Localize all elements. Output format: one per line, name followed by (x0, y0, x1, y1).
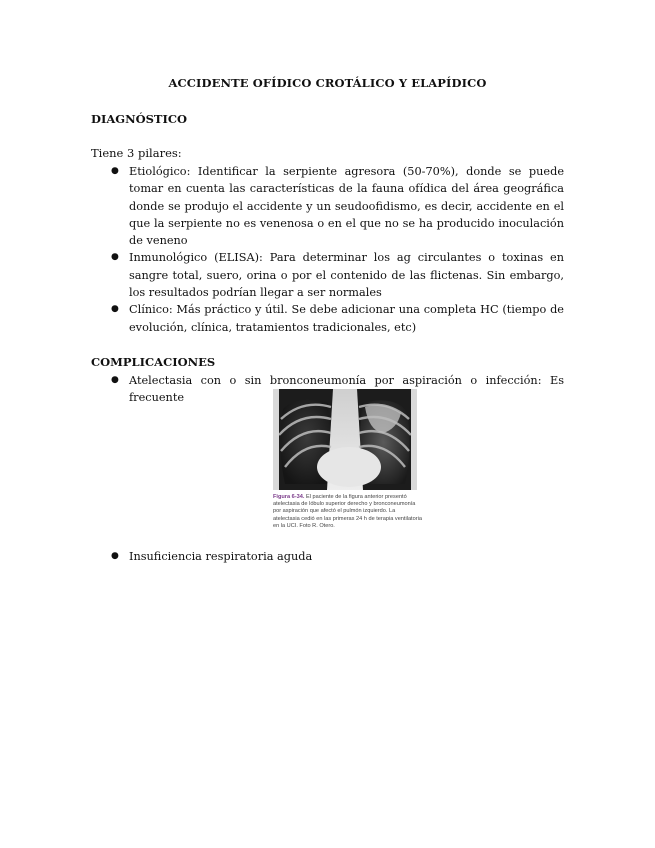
list-item-text: Clínico: Más práctico y útil. Se debe adicionar una completa HC (tiempo de evolución, clínica, tratamientos tradicionales, etc) (129, 303, 564, 334)
list-item-text: Etiológico: Identificar la serpiente agresora (50-70%), donde se puede tomar en cuenta las características de la fauna ofídica del área geográfica donde se produjo el accidente y un seudoofidismo, es decir, accidente en el que la serpiente no es venenosa o en el que no se ha producido inoculación de veneno (129, 165, 564, 248)
list-item-text: Inmunológico (ELISA): Para determinar los ag circulantes o toxinas en sangre total, suero, orina o por el contenido de las flictenas. Sin embargo, los resultados podrían llegar a ser normales (129, 251, 564, 300)
list-item-text: Insuficiencia respiratoria aguda (129, 550, 313, 563)
bullet-icon: ● (111, 375, 119, 385)
bullet-icon: ● (111, 166, 119, 176)
figure-caption (273, 494, 423, 530)
diagnostico-list (111, 163, 564, 336)
diagnostico-heading: DIAGNÓSTICO (91, 112, 188, 126)
list-item-text: Atelectasia con o sin bronconeumonía por aspiración o infección: Es frecuente (129, 374, 564, 405)
document-title: ACCIDENTE OFÍDICO CROTÁLICO Y ELAPÍDICO (168, 76, 487, 90)
chest-xray-figure (273, 389, 422, 541)
bullet-icon: ● (111, 252, 119, 263)
complicaciones-list-continued (111, 548, 564, 565)
list-item (111, 301, 564, 336)
list-item (111, 548, 564, 565)
diagnostico-intro: Tiene 3 pilares: (91, 146, 182, 160)
bullet-icon: ● (111, 304, 119, 315)
chest-xray-image (273, 389, 417, 490)
figure-label: Figura 6-34. (273, 494, 305, 500)
complicaciones-heading: COMPLICACIONES (91, 355, 216, 369)
list-item (111, 249, 564, 301)
list-item (111, 163, 564, 249)
figure-caption-text: El paciente de la figura anterior presentó atelectasia de lóbulo superior derecho y bronconeumonía por aspiración que afectó el pulmón izquierdo. La atelectasia cedió en las primeras 24 h de terapia ventilatoria en la UCI. Foto R. Otero. (273, 494, 422, 529)
bullet-icon: ● (111, 551, 119, 561)
